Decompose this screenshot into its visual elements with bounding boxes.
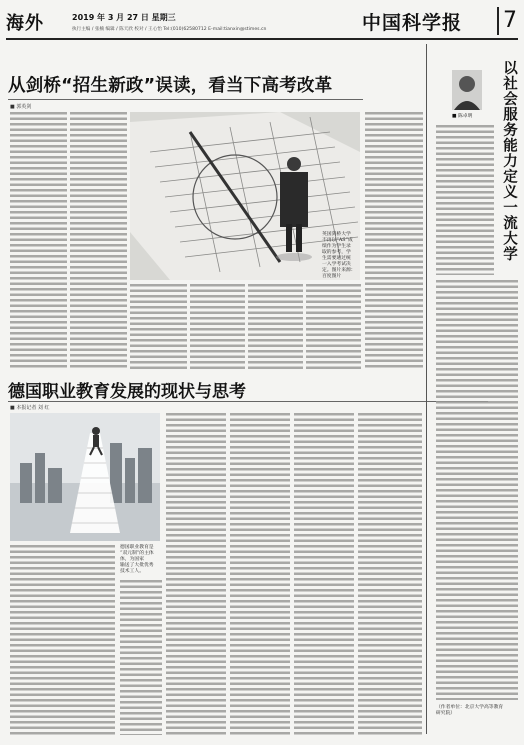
- right-column-divider: [426, 44, 427, 734]
- article1-photo-caption: 英国剑桥大学 不再以“AS”成 绩作为学生录 取的参考，学 生需要通过统 一入学考试决 定。图片来源： 百度图片: [322, 232, 356, 279]
- article2-divider: [8, 401, 488, 402]
- section-name: 海外: [6, 13, 44, 34]
- author-portrait: [452, 70, 482, 110]
- article1-body-col4: [190, 284, 245, 370]
- sidebar-body-lower: [436, 280, 518, 700]
- sidebar-source-note: （作者单位：北京大学高等教育 研究院）: [436, 705, 504, 716]
- article1-body-col1: [10, 112, 67, 370]
- article1-body-col5: [248, 284, 303, 370]
- article2-body-col2: [120, 580, 162, 735]
- article1-body-col6: [306, 284, 361, 370]
- article2-photo-caption: 德国职业教育是 “双元制”的主体 体，为国家 输送了大批优秀 技术工人。: [120, 545, 154, 574]
- article1-divider: [8, 99, 363, 100]
- newspaper-masthead: 中国科学报: [362, 12, 463, 34]
- sidebar-author: ■ 陈卓明: [452, 114, 473, 119]
- sidebar-vertical-title: 以社会服务能力定义一流大学: [501, 60, 517, 262]
- article1-body-col7: [365, 112, 423, 370]
- article1-body-col3: [130, 284, 187, 370]
- page-header: [6, 6, 518, 40]
- sidebar-body-upper: [436, 125, 494, 275]
- article2-body-col6: [358, 413, 422, 735]
- article2-body-col3: [166, 413, 226, 735]
- author-portrait-image: [452, 70, 482, 110]
- article2-headline: 德国职业教育发展的现状与思考: [8, 382, 246, 402]
- page-number: 7: [497, 7, 517, 35]
- article2-body-col4: [230, 413, 290, 735]
- article2-photo: [10, 413, 160, 541]
- article2-byline: ■ 本报记者 刘 红: [10, 405, 50, 411]
- career-photo-illustration: [10, 413, 160, 541]
- article2-body-col5: [294, 413, 354, 735]
- article1-headline: 从剑桥“招生新政”误读，看当下高考改革: [8, 76, 333, 96]
- issue-date: 2019 年 3 月 27 日 星期三: [72, 13, 176, 22]
- article2-body-col1: [10, 545, 115, 735]
- article1-body-col2: [70, 112, 127, 370]
- editor-info: 执行主编 / 张楠 编辑 / 陈天欣 校对 / 王心怡 Tel:(010)62580712 E-mail:tianxin@stimes.cn: [72, 27, 267, 32]
- article1-byline: ■ 郭英剑: [10, 104, 32, 110]
